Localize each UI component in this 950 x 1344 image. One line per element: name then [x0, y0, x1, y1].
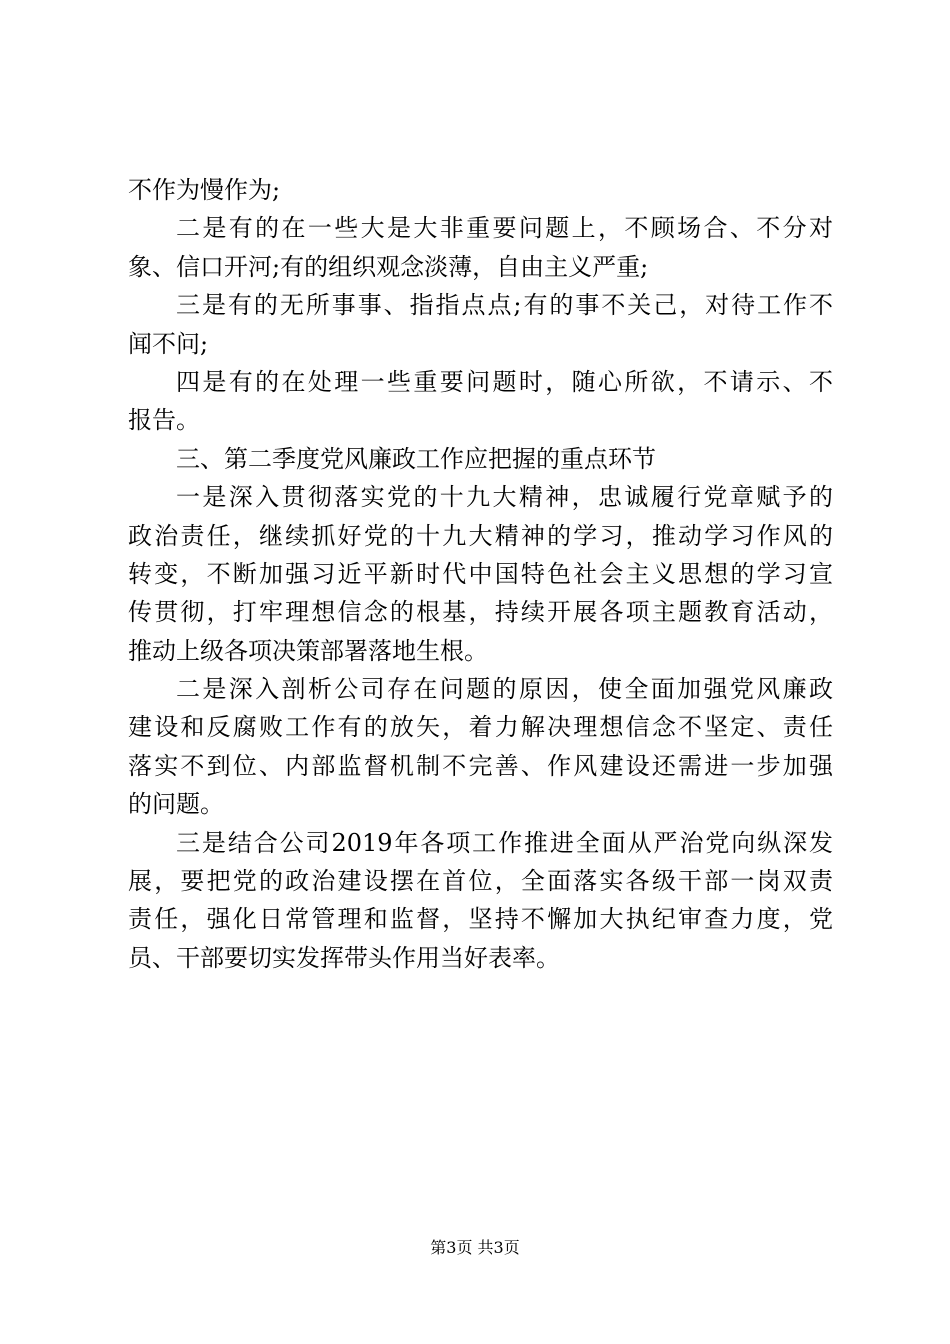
text-line: 政治责任，继续抓好党的十九大精神的学习，推动学习作风的 [128, 521, 833, 550]
text-line: 展，要把党的政治建设摆在首位，全面落实各级干部一岗双责 [128, 867, 833, 896]
section-heading: 三、第二季度党风廉政工作应把握的重点环节 [176, 444, 656, 473]
text-line: 转变，不断加强习近平新时代中国特色社会主义思想的学习宣 [128, 559, 833, 588]
text-line: 四是有的在处理一些重要问题时，随心所欲，不请示、不 [176, 367, 833, 396]
text-line: 二是有的在一些大是大非重要问题上，不顾场合、不分对 [176, 214, 833, 243]
text-line: 推动上级各项决策部署落地生根。 [128, 636, 488, 665]
text-line: 不作为慢作为; [128, 176, 281, 204]
text-line: 三是结合公司2019年各项工作推进全面从严治党向纵深发 [176, 828, 833, 857]
text-line: 责任，强化日常管理和监督，坚持不懈加大执纪审查力度，党 [128, 905, 833, 934]
text-line: 闻不问; [128, 329, 209, 358]
text-line: 三是有的无所事事、指指点点;有的事不关己，对待工作不 [176, 291, 833, 320]
page-footer: 第3页 共3页 [430, 1238, 520, 1257]
text-line: 传贯彻，打牢理想信念的根基，持续开展各项主题教育活动， [128, 598, 833, 627]
text-line: 的问题。 [128, 790, 224, 819]
document-body [128, 171, 833, 977]
text-line: 象、信口开河;有的组织观念淡薄，自由主义严重; [128, 252, 649, 281]
text-line: 建设和反腐败工作有的放矢，着力解决理想信念不坚定、责任 [128, 713, 833, 742]
text-line: 报告。 [128, 406, 200, 435]
text-line: 一是深入贯彻落实党的十九大精神，忠诚履行党章赋予的 [176, 483, 833, 512]
text-line: 二是深入剖析公司存在问题的原因，使全面加强党风廉政 [176, 675, 833, 704]
text-line: 落实不到位、内部监督机制不完善、作风建设还需进一步加强 [128, 751, 833, 780]
text-line: 员、干部要切实发挥带头作用当好表率。 [128, 943, 560, 972]
